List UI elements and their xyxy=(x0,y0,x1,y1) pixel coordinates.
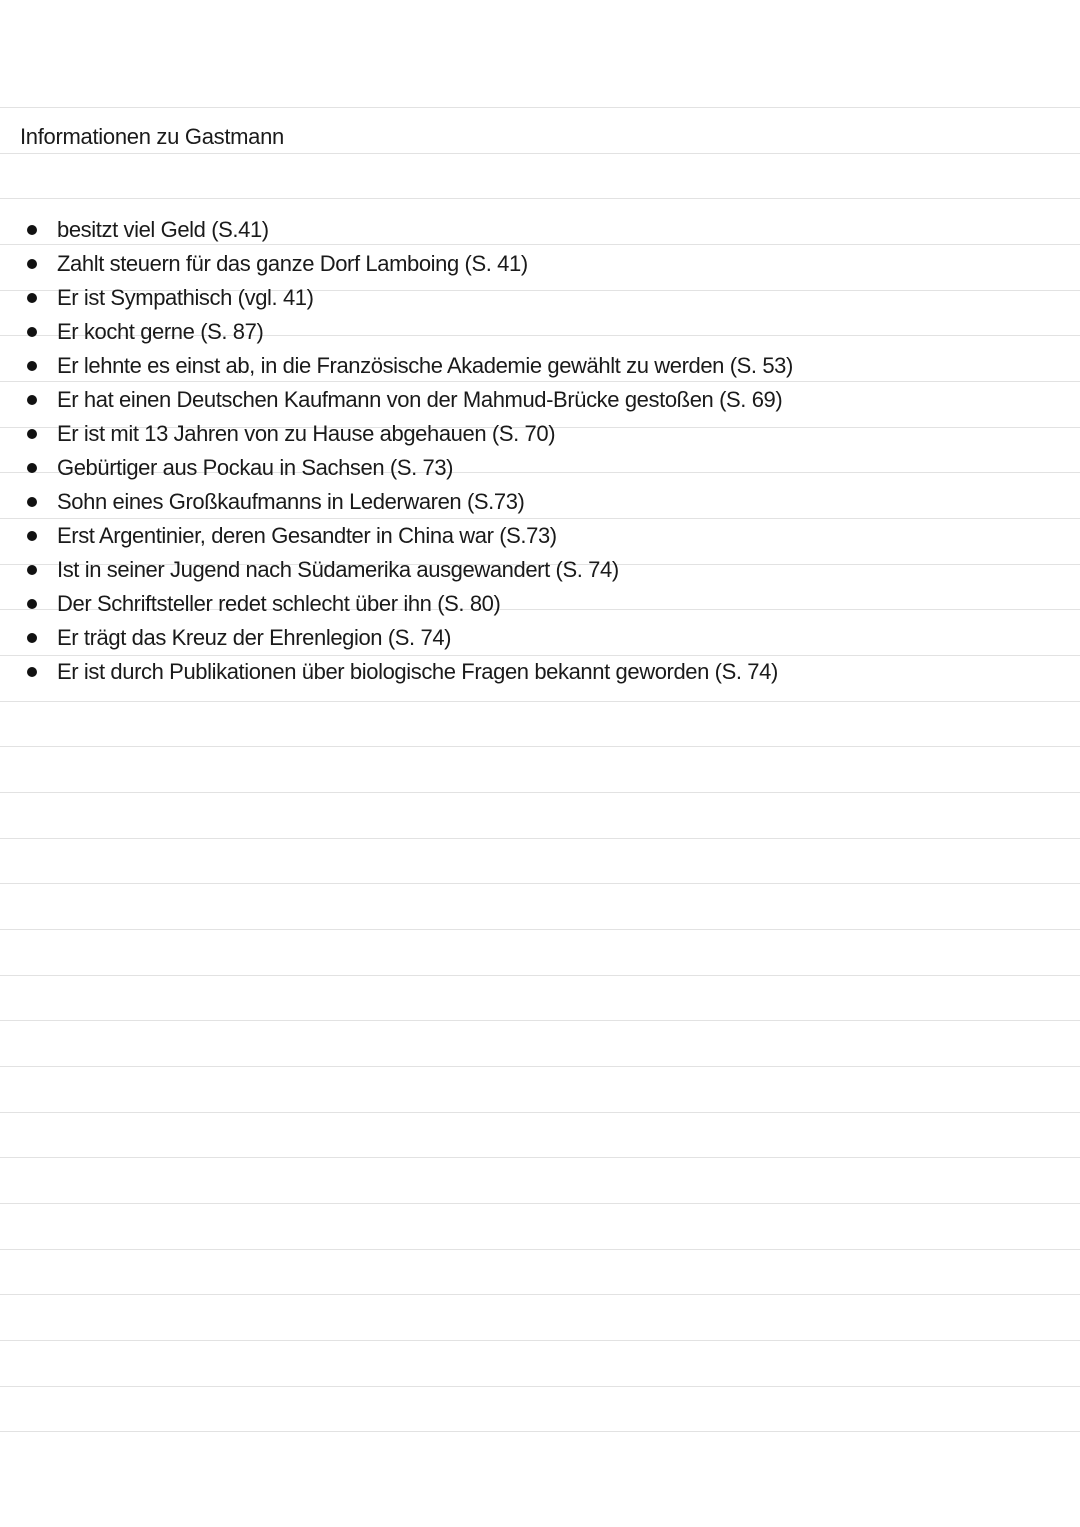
bullet-icon xyxy=(27,395,37,405)
bullet-icon xyxy=(27,463,37,473)
ruled-line xyxy=(0,838,1080,839)
bullet-icon xyxy=(27,565,37,575)
ruled-line xyxy=(0,1249,1080,1250)
list-item-text: Er ist mit 13 Jahren von zu Hause abgehauen (S. 70) xyxy=(57,421,556,446)
ruled-line xyxy=(0,701,1080,702)
bullet-icon xyxy=(27,531,37,541)
bullet-icon xyxy=(27,259,37,269)
list-item-text: Er ist durch Publikationen über biologische Fragen bekannt geworden (S. 74) xyxy=(57,659,778,684)
ruled-line xyxy=(0,792,1080,793)
ruled-line xyxy=(0,1020,1080,1021)
ruled-line xyxy=(0,1203,1080,1204)
bullet-icon xyxy=(27,225,37,235)
ruled-line xyxy=(0,1294,1080,1295)
ruled-line xyxy=(0,1431,1080,1432)
ruled-line xyxy=(0,975,1080,976)
ruled-line xyxy=(0,153,1080,154)
bullet-icon xyxy=(27,633,37,643)
list-item-text: Ist in seiner Jugend nach Südamerika ausgewandert (S. 74) xyxy=(57,557,619,582)
ruled-line xyxy=(0,198,1080,199)
page-title: Informationen zu Gastmann xyxy=(20,124,284,149)
ruled-line xyxy=(0,1066,1080,1067)
ruled-line xyxy=(0,1112,1080,1113)
list-item-text: besitzt viel Geld (S.41) xyxy=(57,217,269,242)
list-item-text: Gebürtiger aus Pockau in Sachsen (S. 73) xyxy=(57,455,454,480)
list-item-text: Zahlt steuern für das ganze Dorf Lamboing (S. 41) xyxy=(57,251,528,276)
ruled-line xyxy=(0,746,1080,747)
list-item-text: Er lehnte es einst ab, in die Französische Akademie gewählt zu werden (S. 53) xyxy=(57,353,793,378)
list-item-text: Er ist Sympathisch (vgl. 41) xyxy=(57,285,314,310)
list-item-text: Der Schriftsteller redet schlecht über ihn (S. 80) xyxy=(57,591,501,616)
bullet-icon xyxy=(27,293,37,303)
list-item-text: Er kocht gerne (S. 87) xyxy=(57,319,264,344)
bullet-icon xyxy=(27,599,37,609)
list-item-text: Sohn eines Großkaufmanns in Lederwaren (S.73) xyxy=(57,489,525,514)
ruled-line xyxy=(0,1386,1080,1387)
bullet-icon xyxy=(27,327,37,337)
ruled-line xyxy=(0,929,1080,930)
bullet-icon xyxy=(27,429,37,439)
list-item-text: Er trägt das Kreuz der Ehrenlegion (S. 74) xyxy=(57,625,452,650)
bullet-icon xyxy=(27,497,37,507)
list-item-text: Er hat einen Deutschen Kaufmann von der Mahmud-Brücke gestoßen (S. 69) xyxy=(57,387,783,412)
ruled-line xyxy=(0,1340,1080,1341)
bullet-icon xyxy=(27,667,37,677)
ruled-line xyxy=(0,107,1080,108)
list-item-text: Erst Argentinier, deren Gesandter in China war (S.73) xyxy=(57,523,557,548)
ruled-line xyxy=(0,883,1080,884)
bullet-icon xyxy=(27,361,37,371)
ruled-line xyxy=(0,1157,1080,1158)
